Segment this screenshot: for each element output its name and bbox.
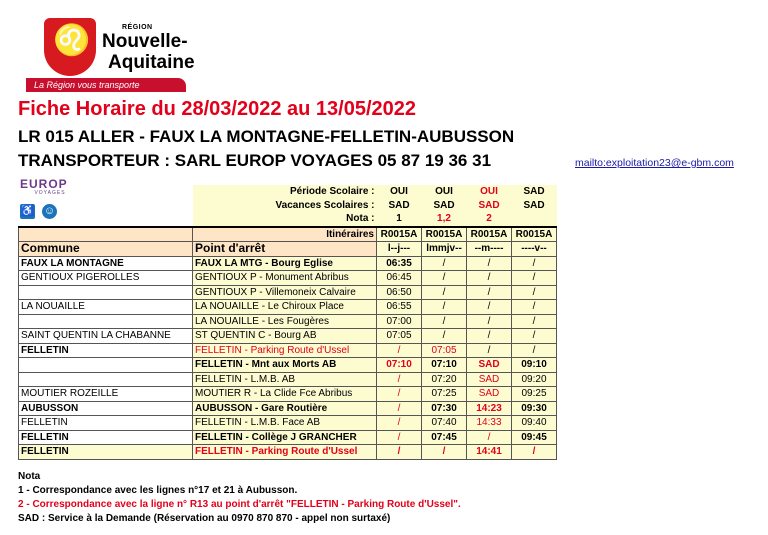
meta-label: Nota : [193,212,377,227]
time-cell: / [422,314,467,329]
logo-name-line2: Aquitaine [108,52,195,73]
meta-label: Vacances Scolaires : [193,199,377,213]
wheelchair-icon: ♿ [20,205,35,217]
meta-value: 1 [377,212,422,227]
table-row [19,285,557,300]
meta-value: 2 [467,212,512,227]
time-cell: / [467,256,512,271]
meta-value: SAD [467,199,512,213]
time-cell: / [512,329,557,344]
time-cell: 14:33 [467,416,512,431]
time-cell: 09:25 [512,387,557,402]
time-cell: 09:40 [512,416,557,431]
time-cell: 06:45 [377,271,422,286]
commune-cell [19,285,193,300]
time-cell: / [512,256,557,271]
time-cell: / [377,401,422,416]
region-logo [34,16,195,92]
logo-name-line1: Nouvelle- [102,31,188,52]
time-cell: / [467,300,512,315]
arret-cell: FELLETIN - Parking Route d'Ussel [193,343,377,358]
commune-cell: FELLETIN [19,430,193,445]
commune-cell: FAUX LA MONTAGNE [19,256,193,271]
meta-value: SAD [512,185,557,199]
meta-row [19,212,557,227]
time-cell: / [467,329,512,344]
time-cell: / [422,256,467,271]
commune-cell: FELLETIN [19,416,193,431]
europ-logo-big: EUROP [20,177,68,191]
table-row [19,401,557,416]
note-1: 1 - Correspondance avec les lignes n°17 et 21 à Aubusson. [18,485,298,496]
arret-cell: FELLETIN - L.M.B. Face AB [193,416,377,431]
day-pattern: ----v-- [512,242,557,257]
table-row [19,430,557,445]
arret-cell: LA NOUAILLE - Le Chiroux Place [193,300,377,315]
arret-cell: AUBUSSON - Gare Routière [193,401,377,416]
time-cell: SAD [467,372,512,387]
time-cell: 07:25 [422,387,467,402]
blank-cell [19,212,193,227]
time-cell: / [377,372,422,387]
table-row [19,445,557,460]
lion-shield-icon: ♌ [44,18,96,76]
commune-cell: MOUTIER ROZEILLE [19,387,193,402]
email-link[interactable]: mailto:exploitation23@e-gbm.com [575,157,734,169]
header-row-labels [19,242,557,257]
meta-value: OUI [377,185,422,199]
itineraires-header: Itinéraires [193,227,377,242]
arret-cell: FELLETIN - Mnt aux Morts AB [193,358,377,373]
time-cell: / [512,343,557,358]
commune-cell: AUBUSSON [19,401,193,416]
commune-cell: FELLETIN [19,445,193,460]
notes-section [18,470,461,526]
time-cell: / [512,300,557,315]
time-cell: 09:30 [512,401,557,416]
arret-cell: LA NOUAILLE - Les Fougères [193,314,377,329]
time-cell: 07:00 [377,314,422,329]
accessibility-person-icon: ☺ [43,205,56,217]
time-cell: / [377,343,422,358]
arret-cell: FELLETIN - L.M.B. AB [193,372,377,387]
time-cell: / [467,314,512,329]
time-cell: 06:50 [377,285,422,300]
time-cell: / [377,387,422,402]
time-cell: / [422,445,467,460]
commune-cell: FELLETIN [19,343,193,358]
time-cell: / [422,285,467,300]
table-row [19,358,557,373]
time-cell: / [512,314,557,329]
day-pattern: l--j--- [377,242,422,257]
time-cell: / [467,285,512,300]
time-cell: / [422,329,467,344]
route-code: R0015A [512,227,557,242]
commune-cell: GENTIOUX PIGEROLLES [19,271,193,286]
timetable [18,185,557,460]
time-cell: / [422,300,467,315]
meta-value: SAD [422,199,467,213]
arret-cell: FAUX LA MTG - Bourg Eglise [193,256,377,271]
time-cell: / [377,445,422,460]
table-row [19,271,557,286]
page-title: Fiche Horaire du 28/03/2022 au 13/05/2022 [18,98,417,120]
table-row [19,372,557,387]
time-cell: SAD [467,387,512,402]
commune-cell: LA NOUAILLE [19,300,193,315]
carrier-info: TRANSPORTEUR : SARL EUROP VOYAGES 05 87 19 36 31 [18,151,492,170]
table-row [19,343,557,358]
time-cell: 09:45 [512,430,557,445]
time-cell: / [422,271,467,286]
meta-row [19,185,557,199]
table-row [19,256,557,271]
header-row-codes [19,227,557,242]
europ-logo-small: VOYAGES [34,190,66,196]
route-code: R0015A [422,227,467,242]
time-cell: / [467,430,512,445]
line-title: LR 015 ALLER - FAUX LA MONTAGNE-FELLETIN-AUBUSSON [18,127,515,146]
time-cell: 14:23 [467,401,512,416]
note-sad: SAD : Service à la Demande (Réservation au 0970 870 870 - appel non surtaxé) [18,513,391,524]
logo-region-small: RÉGION [122,24,153,31]
meta-label: Période Scolaire : [193,185,377,199]
table-row [19,387,557,402]
arret-cell: FELLETIN - Collège J GRANCHER [193,430,377,445]
arret-cell: MOUTIER R - La Clide Fce Abribus [193,387,377,402]
time-cell: 07:10 [422,358,467,373]
time-cell: 07:05 [422,343,467,358]
time-cell: 06:35 [377,256,422,271]
arret-cell: GENTIOUX P - Monument Abribus [193,271,377,286]
day-pattern: --m---- [467,242,512,257]
time-cell: / [377,430,422,445]
arret-cell: FELLETIN - Parking Route d'Ussel [193,445,377,460]
note-2: 2 - Correspondance avec la ligne n° R13 au point d'arrêt "FELLETIN - Parking Route d'Ussel". [18,499,461,510]
meta-value: OUI [467,185,512,199]
commune-cell [19,358,193,373]
day-pattern: lmmjv-- [422,242,467,257]
time-cell: / [377,416,422,431]
time-cell: / [467,271,512,286]
commune-header: Commune [19,242,193,257]
meta-value: 1,2 [422,212,467,227]
commune-cell: SAINT QUENTIN LA CHABANNE [19,329,193,344]
meta-value: OUI [422,185,467,199]
time-cell: 09:10 [512,358,557,373]
table-row [19,314,557,329]
table-row [19,300,557,315]
time-cell: / [512,445,557,460]
route-code: R0015A [467,227,512,242]
table-row [19,416,557,431]
time-cell: 06:55 [377,300,422,315]
route-code: R0015A [377,227,422,242]
meta-value: SAD [377,199,422,213]
time-cell: / [467,343,512,358]
time-cell: SAD [467,358,512,373]
arret-header: Point d'arrêt [193,242,377,257]
meta-value [512,212,557,227]
arret-cell: ST QUENTIN C - Bourg AB [193,329,377,344]
time-cell: 07:30 [422,401,467,416]
logo-tagline: La Région vous transporte [26,78,186,92]
time-cell: 07:45 [422,430,467,445]
arret-cell: GENTIOUX P - Villemoneix Calvaire [193,285,377,300]
time-cell: 07:10 [377,358,422,373]
meta-row [19,199,557,213]
table-row [19,329,557,344]
commune-cell [19,372,193,387]
time-cell: / [512,285,557,300]
time-cell: 09:20 [512,372,557,387]
blank-cell [19,185,193,199]
notes-title: Nota [18,471,41,482]
meta-value: SAD [512,199,557,213]
blank-cell [19,227,193,242]
time-cell: 07:40 [422,416,467,431]
time-cell: 07:20 [422,372,467,387]
blank-cell [19,199,193,213]
time-cell: 07:05 [377,329,422,344]
time-cell: 14:41 [467,445,512,460]
commune-cell [19,314,193,329]
time-cell: / [512,271,557,286]
